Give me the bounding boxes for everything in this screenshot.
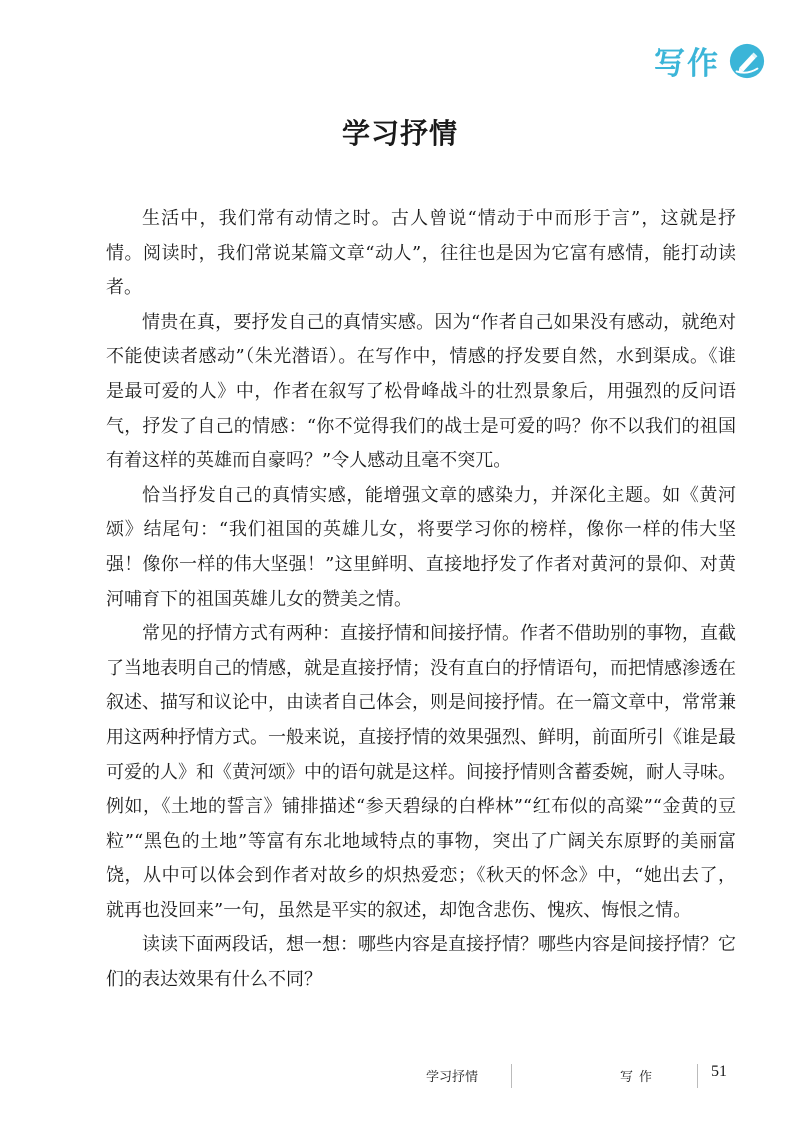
section-label: 写作 xyxy=(654,46,720,82)
paragraph: 读读下面两段话，想一想：哪些内容是直接抒情？哪些内容是间接抒情？它们的表达效果有什么不同？ xyxy=(106,934,736,991)
body-text xyxy=(106,202,736,998)
page-title: 学习抒情 xyxy=(341,117,458,150)
footer-chapter-title: 学习抒情 xyxy=(426,1070,479,1085)
pen-icon xyxy=(728,42,766,80)
page-footer xyxy=(0,1061,800,1091)
section-tag xyxy=(654,38,766,83)
page-number: 51 xyxy=(711,1063,727,1080)
paragraph: 常见的抒情方式有两种：直接抒情和间接抒情。作者不借助别的事物，直截了当地表明自己的情感，就是直接抒情；没有直白的抒情语句，而把情感渗透在叙述、描写和议论中，由读者自己体会，则是间接抒情。在一篇文章中，常常兼用这两种抒情方式。一般来说，直接抒情的效果强烈、鲜明，前面所引《谁是最可爱的人》和《黄河颂》中的语句就是这样。间接抒情则含蓄委婉，耐人寻味。例如，《土地的誓言》铺排描述“参天碧绿的白桦林”“红布似的高粱”“金黄的豆粒”“黑色的土地”等富有东北地域特点的事物，突出了广阔关东原野的美丽富饶，从中可以体会到作者对故乡的炽热爱恋；《秋天的怀念》中，“她出去了，就再也没回来”一句，虽然是平实的叙述，却饱含悲伤、愧疚、悔恨之情。 xyxy=(106,623,736,921)
paragraph: 生活中，我们常有动情之时。古人曾说“情动于中而形于言”，这就是抒情。阅读时，我们常说某篇文章“动人”，往往也是因为它富有感情，能打动读者。 xyxy=(106,208,736,299)
paragraph: 情贵在真，要抒发自己的真情实感。因为“作者自己如果没有感动，就绝对不能使读者感动”（朱光潜语）。在写作中，情感的抒发要自然，水到渠成。《谁是最可爱的人》中，作者在叙写了松骨峰战斗的壮烈景象后，用强烈的反问语气，抒发了自己的情感：“你不觉得我们的战士是可爱的吗？你不以我们的祖国有着这样的英雄而自豪吗？”令人感动且毫不突兀。 xyxy=(106,311,736,472)
footer-divider xyxy=(697,1064,698,1088)
footer-section-label: 写作 xyxy=(620,1070,659,1085)
paragraph: 恰当抒发自己的真情实感，能增强文章的感染力，并深化主题。如《黄河颂》结尾句：“我们祖国的英雄儿女，将要学习你的榜样，像你一样的伟大坚强！像你一样的伟大坚强！”这里鲜明、直接地抒发了作者对黄河的景仰、对黄河哺育下的祖国英雄儿女的赞美之情。 xyxy=(106,484,736,610)
footer-divider xyxy=(511,1064,512,1088)
